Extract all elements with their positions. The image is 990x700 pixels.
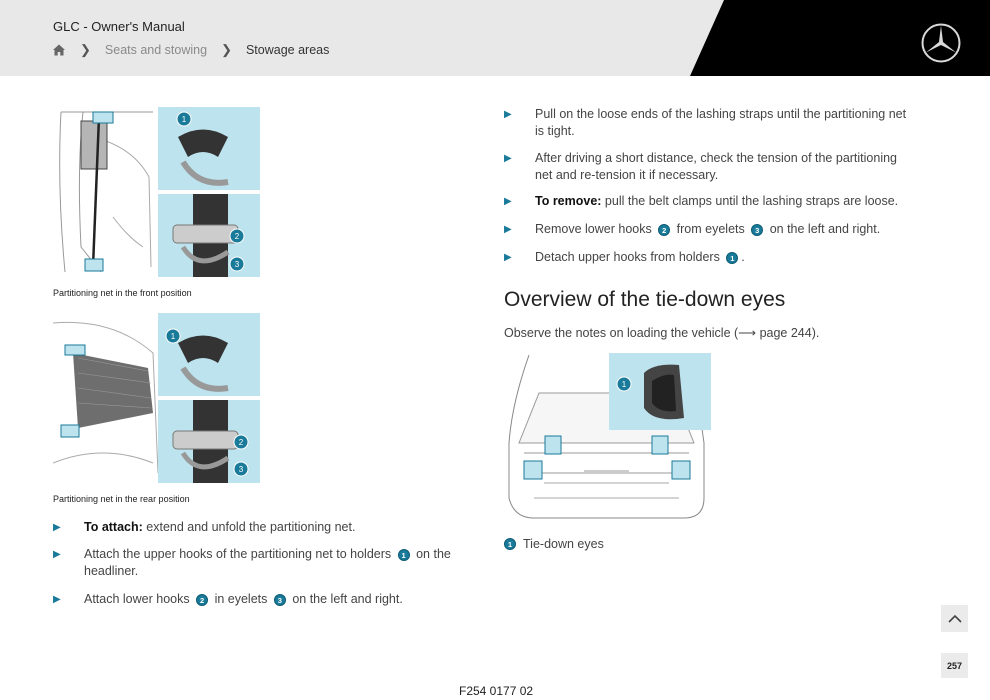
chevron-up-icon [948,614,962,623]
marker-3: 3 [751,224,763,236]
step-detach-upper [504,249,914,266]
step-bold: To remove: [535,194,602,208]
marker-2: 2 [238,438,244,447]
triangle-right-icon: ▶ [504,153,512,164]
triangle-right-icon: ▶ [504,224,512,235]
step-text: in eyelets [211,592,271,606]
step-remove [504,193,914,210]
marker-1: 1 [726,252,738,264]
step-check-tension [504,150,914,183]
figure-net-front [53,107,260,277]
step-text: Attach the upper hooks of the partitioning net to holders [84,547,395,561]
step-text: pull the belt clamps until the lashing straps are loose. [601,194,899,208]
breadcrumb-current: Stowage areas [245,43,330,57]
legend-label: Tie-down eyes [523,537,604,551]
marker-1: 1 [181,115,187,124]
triangle-right-icon: ▶ [53,549,61,560]
chevron-right-icon: ❯ [221,42,232,57]
triangle-right-icon: ▶ [504,252,512,263]
page-number: 257 [941,653,968,678]
marker-1: 1 [170,332,176,341]
step-text: After driving a short distance, check the tension of the partitioning net and re-tension it if necessary. [535,151,898,182]
step-text: . [741,250,745,264]
marker-2: 2 [234,232,240,241]
step-text: Pull on the loose ends of the lashing straps until the partitioning net is tight. [535,107,907,138]
marker-2: 2 [196,594,208,606]
step-text: on the left and right. [766,222,881,236]
step-attach [53,519,453,536]
caption-front: Partitioning net in the front position [53,288,192,298]
scroll-to-top-button[interactable] [941,605,968,632]
brand-star-logo[interactable] [920,22,962,64]
triangle-right-icon: ▶ [504,109,512,120]
step-text: on the left and right. [288,592,403,606]
chevron-right-icon: ❯ [80,42,91,57]
marker-1: 1 [398,549,410,561]
figure-code: F254 0177 02 [459,684,534,698]
home-icon[interactable] [52,43,66,57]
marker-1: 1 [504,538,516,550]
step-text: Remove lower hooks [535,222,656,236]
triangle-right-icon: ▶ [504,196,512,207]
figure-net-rear [53,313,260,483]
marker-1: 1 [621,380,627,389]
manual-title: GLC - Owner's Manual [53,19,185,34]
marker-2: 2 [658,224,670,236]
section-note[interactable]: Observe the notes on loading the vehicle (⟶ page 244). [504,326,820,340]
step-text: on the headliner. [84,547,451,578]
section-title: Overview of the tie-down eyes [504,288,786,311]
step-pull-ends [504,106,914,139]
step-bold: To attach: [84,520,143,534]
breadcrumb-link-seats[interactable]: Seats and stowing [104,43,208,57]
caption-rear: Partitioning net in the rear position [53,494,190,504]
marker-3: 3 [238,465,244,474]
triangle-right-icon: ▶ [53,594,61,605]
step-text: Attach lower hooks [84,592,194,606]
step-text: from eyelets [673,222,749,236]
breadcrumb [52,42,329,58]
step-attach-upper [53,546,453,579]
marker-3: 3 [274,594,286,606]
step-text: extend and unfold the partitioning net. [142,520,356,534]
step-remove-lower [504,221,914,238]
legend-tiedown [504,537,604,551]
step-text: Detach upper hooks from holders [535,250,724,264]
step-attach-lower [53,591,453,608]
marker-3: 3 [234,260,240,269]
triangle-right-icon: ▶ [53,522,61,533]
figure-tiedown-eyes [504,353,711,523]
